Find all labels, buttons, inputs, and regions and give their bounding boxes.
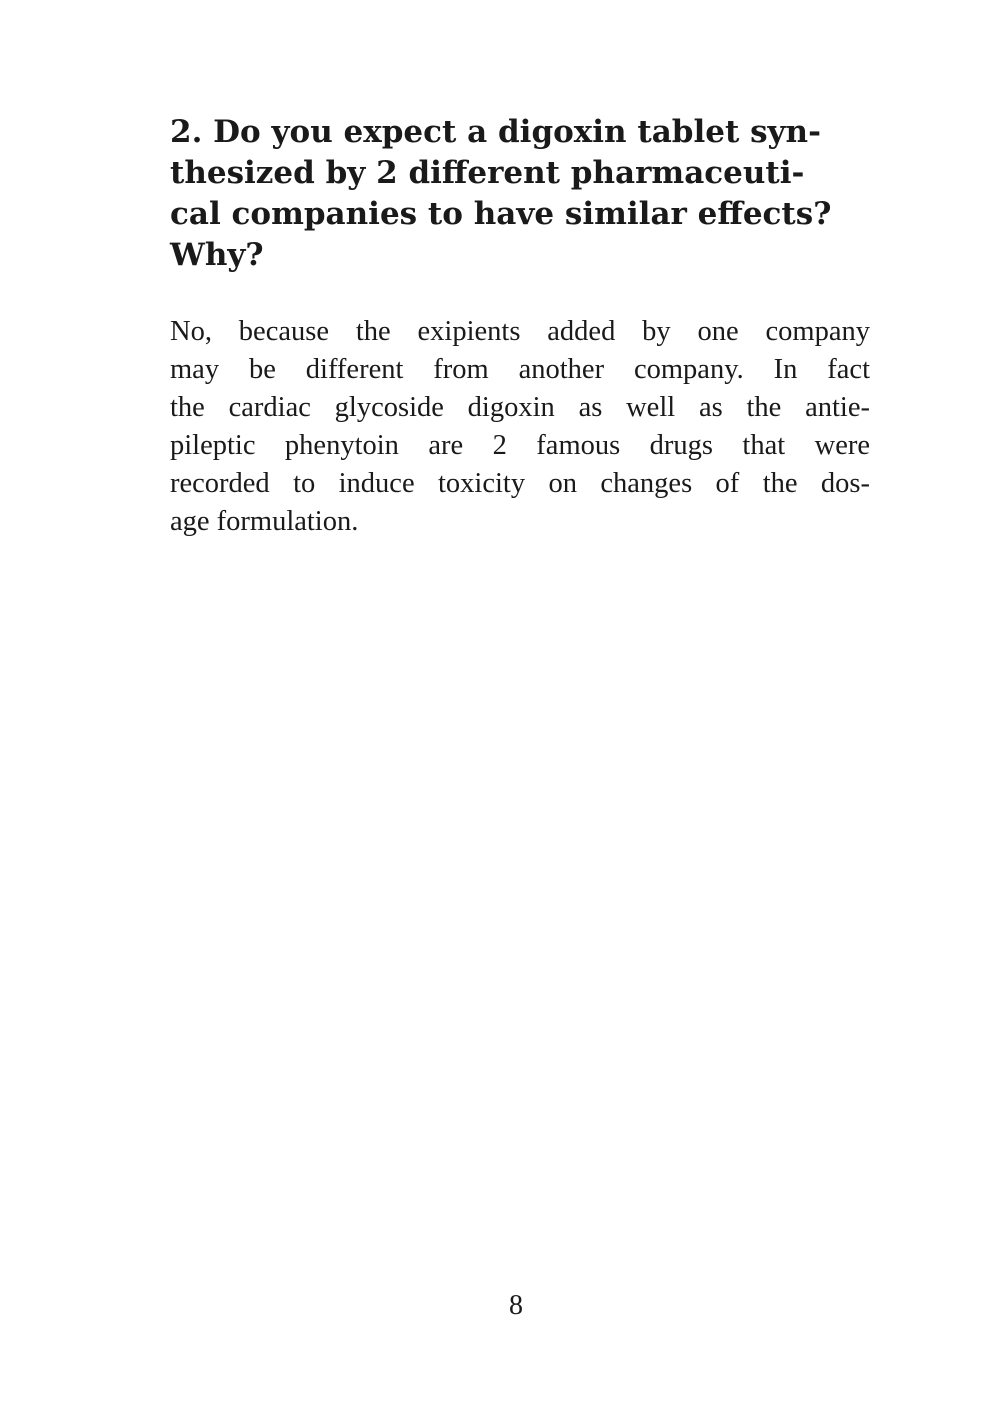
answer-paragraph (170, 313, 870, 541)
question-line: 2. Do you expect a digoxin tablet syn- (170, 114, 821, 150)
answer-line: the cardiac glycoside digoxin as well as the antie- (170, 392, 870, 423)
answer-line: pileptic phenytoin are 2 famous drugs that were (170, 430, 870, 461)
question-line: cal companies to have similar effects? (170, 196, 832, 232)
answer-line: No, because the exipients added by one company (170, 316, 870, 347)
answer-line: may be different from another company. In fact (170, 354, 870, 385)
question-line: thesized by 2 different pharmaceuti- (170, 155, 805, 191)
question-line: Why? (170, 237, 264, 273)
answer-line: age formulation. (170, 506, 359, 537)
answer-line: recorded to induce toxicity on changes of the dos- (170, 468, 870, 499)
page-number: 8 (509, 1290, 523, 1321)
question-heading (170, 112, 870, 276)
